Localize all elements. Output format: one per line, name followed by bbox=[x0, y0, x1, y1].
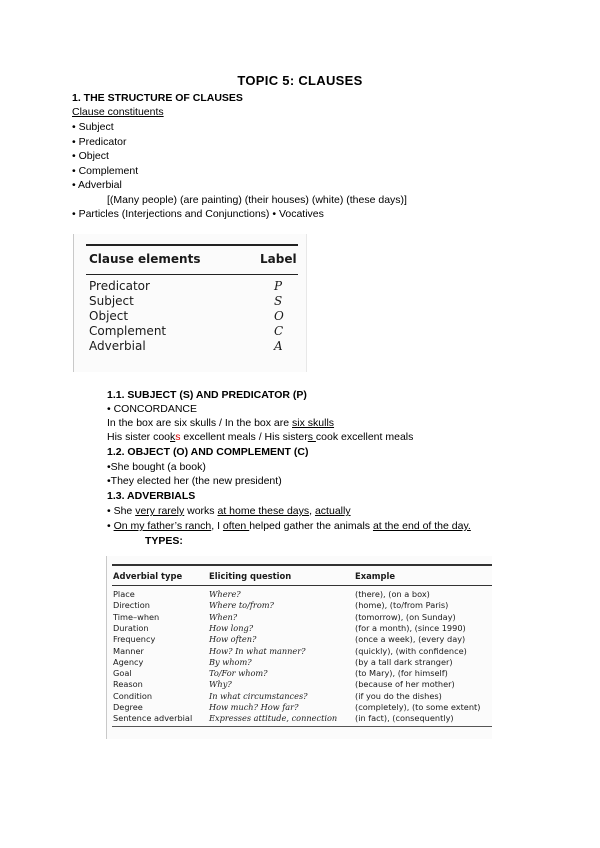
table-cell: How? In what manner? bbox=[209, 645, 306, 656]
table-cell: Manner bbox=[113, 645, 144, 656]
text-span: , I bbox=[211, 520, 223, 532]
concordance-example-1 bbox=[107, 417, 334, 429]
example-clause: [(Many people) (are painting) (their houses) (white) (these days)] bbox=[107, 194, 407, 206]
list-item: • Subject bbox=[72, 121, 114, 133]
concordance-example-2 bbox=[107, 431, 413, 443]
list-item: • Complement bbox=[72, 164, 139, 177]
table-rule bbox=[86, 274, 298, 275]
table-cell: Where to/from? bbox=[209, 600, 274, 611]
table-cell: To/For whom? bbox=[209, 668, 268, 679]
table-cell: Complement bbox=[89, 324, 167, 338]
table-cell: Place bbox=[113, 589, 135, 599]
column-header: Clause elements bbox=[89, 252, 201, 266]
underlined-phrase: at home these days bbox=[217, 505, 310, 517]
underlined-phrase: actually bbox=[314, 505, 351, 517]
table-rule bbox=[112, 726, 492, 727]
text-span: excellent meals / His sister bbox=[180, 431, 308, 443]
table-cell: (in fact), (consequently) bbox=[355, 713, 454, 724]
table-cell: (because of her mother) bbox=[355, 679, 455, 690]
section-heading-adverbials: 1.3. ADVERBIALS bbox=[107, 490, 196, 502]
column-header: Adverbial type bbox=[113, 571, 183, 581]
text-span: helped gather the animals bbox=[249, 520, 373, 532]
underlined-phrase: at the end of the day. bbox=[372, 520, 471, 532]
underlined-letter: s bbox=[307, 431, 316, 443]
particles-line: • Particles (Interjections and Conjunctions) • Vocatives bbox=[72, 208, 324, 220]
column-header: Example bbox=[355, 571, 396, 581]
list-item: • Object bbox=[72, 150, 109, 162]
table-cell: Subject bbox=[89, 294, 134, 308]
table-cell: Adverbial bbox=[89, 339, 146, 353]
table-rule bbox=[86, 244, 298, 246]
subheading-clause-constituents: Clause constituents bbox=[72, 106, 164, 118]
underlined-letter: k bbox=[170, 431, 176, 443]
clause-elements-table bbox=[73, 234, 307, 372]
table-cell: (quickly), (with confidence) bbox=[355, 645, 467, 656]
table-cell: Agency bbox=[113, 656, 144, 667]
table-cell: (once a week), (every day) bbox=[355, 634, 466, 645]
types-label: TYPES: bbox=[145, 535, 183, 547]
table-cell: Predicator bbox=[89, 279, 150, 293]
section-heading-object-complement: 1.2. OBJECT (O) AND COMPLEMENT (C) bbox=[107, 446, 309, 458]
table-cell: P bbox=[274, 279, 283, 293]
table-cell: Time–when bbox=[113, 611, 160, 622]
table-cell: O bbox=[274, 309, 284, 323]
text-span: works bbox=[184, 505, 218, 517]
underlined-phrase: often bbox=[222, 520, 250, 532]
table-rule bbox=[112, 564, 492, 566]
table-cell: Degree bbox=[113, 702, 143, 712]
section-heading-subject-predicator: 1.1. SUBJECT (S) AND PREDICATOR (P) bbox=[107, 389, 307, 401]
table-cell: Reason bbox=[113, 679, 143, 690]
list-item: • Predicator bbox=[72, 135, 127, 148]
table-cell: How often? bbox=[209, 634, 257, 645]
table-cell: (if you do the dishes) bbox=[355, 690, 442, 701]
adverbial-types-table bbox=[106, 556, 492, 739]
table-cell: How much? How far? bbox=[209, 702, 299, 712]
text-span: cook excellent meals bbox=[315, 431, 414, 443]
table-cell: C bbox=[274, 324, 284, 338]
page-title: TOPIC 5: CLAUSES bbox=[237, 73, 363, 88]
table-cell: By whom? bbox=[209, 656, 252, 667]
table-cell: (by a tall dark stranger) bbox=[355, 656, 453, 667]
table-cell: Where? bbox=[209, 589, 241, 599]
table-cell: (there), (on a box) bbox=[355, 589, 430, 599]
table-cell: In what circumstances? bbox=[209, 690, 308, 701]
table-rule bbox=[112, 585, 492, 586]
table-cell: When? bbox=[209, 611, 238, 622]
table-cell: Duration bbox=[113, 622, 149, 633]
table-cell: Expresses attitude, connection bbox=[209, 713, 338, 724]
column-header: Eliciting question bbox=[209, 571, 292, 581]
text-span: In the box are six skulls / In the box are bbox=[107, 417, 293, 429]
table-cell: How long? bbox=[209, 622, 254, 633]
object-example: •She bought (a book) bbox=[107, 461, 206, 473]
table-cell: Object bbox=[89, 309, 129, 323]
text-span: • bbox=[107, 520, 114, 532]
table-cell: A bbox=[274, 339, 283, 353]
text-span: , bbox=[309, 505, 315, 517]
table-cell: Why? bbox=[209, 679, 232, 690]
list-item: • Adverbial bbox=[72, 179, 122, 191]
table-cell: (to Mary), (for himself) bbox=[355, 668, 448, 679]
concordance-label: • CONCORDANCE bbox=[107, 403, 198, 415]
table-cell: Goal bbox=[113, 668, 132, 679]
table-cell: (home), (to/from Paris) bbox=[355, 600, 449, 611]
text-span: • She bbox=[107, 505, 136, 517]
table-cell: (completely), (to some extent) bbox=[355, 702, 481, 712]
underlined-phrase: On my father’s ranch bbox=[113, 520, 212, 532]
table-cell: Frequency bbox=[113, 634, 156, 645]
adverbial-example-1 bbox=[107, 505, 351, 517]
complement-example: •They elected her (the new president) bbox=[107, 475, 282, 487]
constituent-list bbox=[72, 120, 138, 193]
column-header: Label bbox=[260, 252, 297, 266]
table-cell: (for a month), (since 1990) bbox=[355, 622, 466, 633]
underlined-phrase: six skulls bbox=[292, 417, 335, 429]
table-cell: Sentence adverbial bbox=[113, 713, 193, 724]
text-span: His sister coo bbox=[107, 431, 171, 443]
underlined-phrase: very rarely bbox=[135, 505, 185, 517]
table-cell: Condition bbox=[113, 690, 153, 701]
table-cell: S bbox=[274, 294, 283, 308]
section-heading-structure: 1. THE STRUCTURE OF CLAUSES bbox=[72, 92, 243, 104]
adverbial-example-2 bbox=[107, 520, 471, 532]
highlighted-letter: s bbox=[175, 431, 181, 443]
table-cell: (tomorrow), (on Sunday) bbox=[355, 611, 456, 622]
table-cell: Direction bbox=[113, 600, 150, 611]
